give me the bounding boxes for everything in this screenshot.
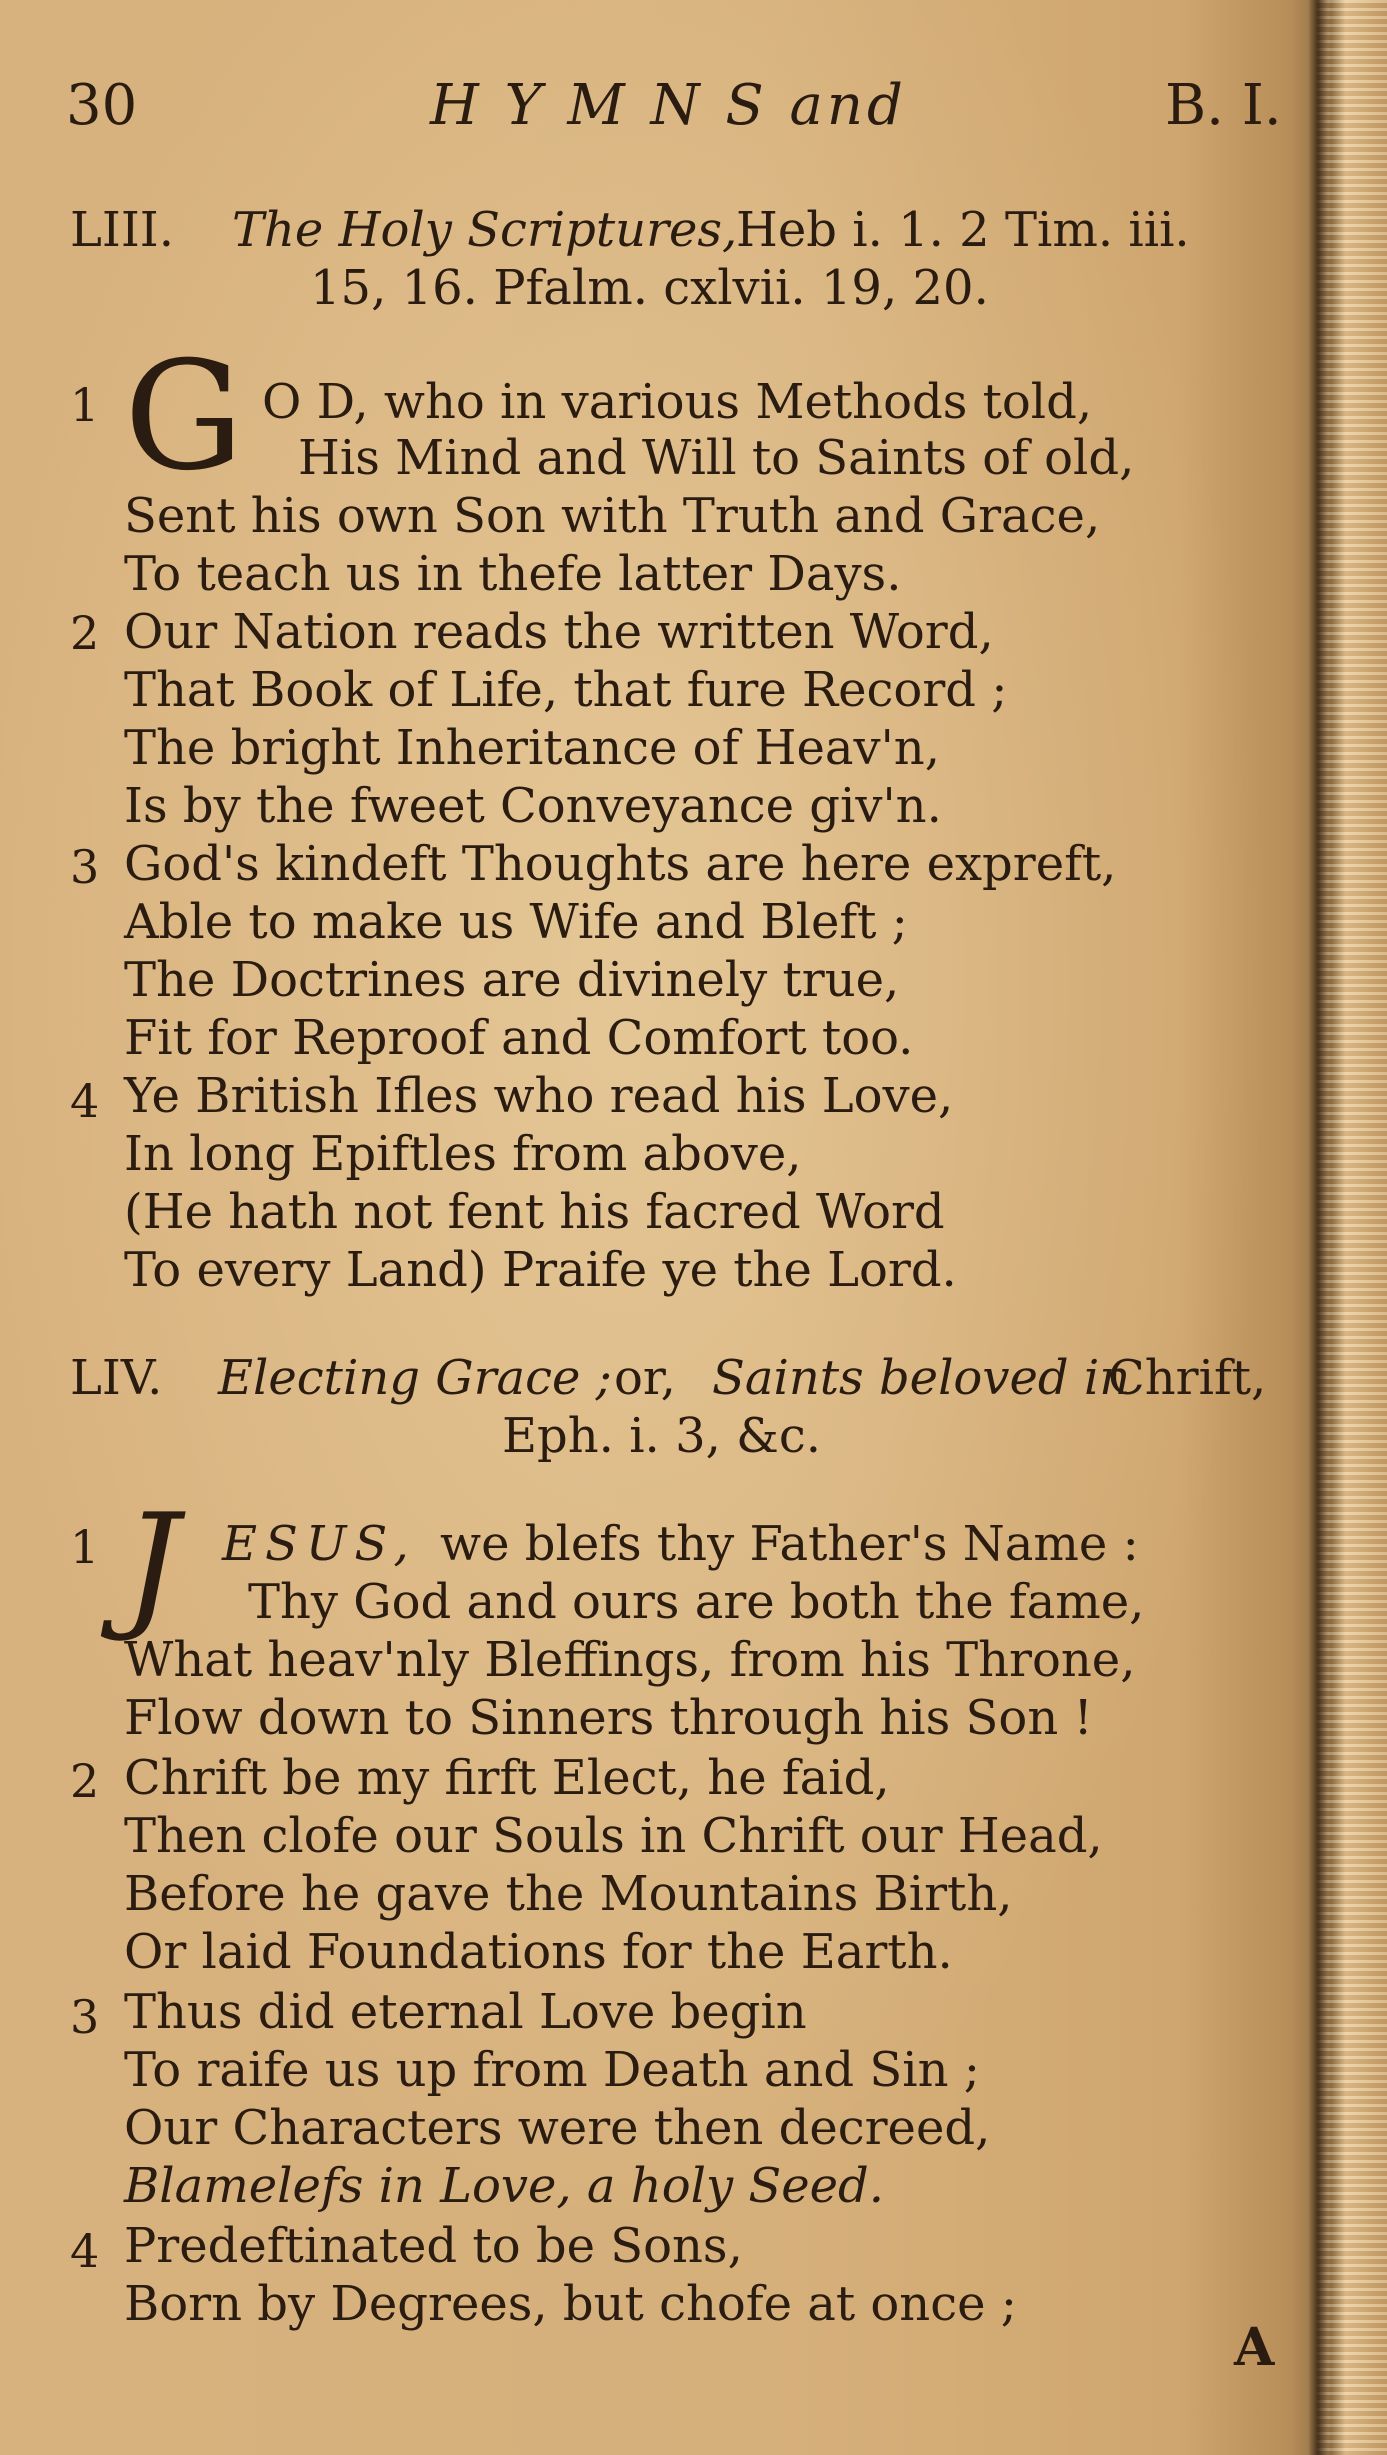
verse-line: Flow down to Sinners through his Son ! — [124, 1690, 1093, 1746]
verse-line: Born by Degrees, but chofe at once ; — [124, 2276, 1017, 2332]
verse-line: Sent his own Son with Truth and Grace, — [124, 488, 1101, 544]
stanza-number: 3 — [70, 840, 100, 894]
verse-line: What heav'nly Bleffings, from his Throne, — [124, 1632, 1136, 1688]
verse-line: O D, who in various Methods told, — [262, 374, 1093, 430]
verse-line: Our Characters were then decreed, — [124, 2100, 991, 2156]
first-word: ESUS, — [222, 1516, 417, 1572]
verse-line: Then clofe our Souls in Chrift our Head, — [124, 1808, 1103, 1864]
verse-line: Predeftinated to be Sons, — [124, 2218, 743, 2274]
verse-line: Blamelefs in Love, a holy Seed. — [124, 2158, 885, 2214]
verse-line: The bright Inheritance of Heav'n, — [124, 720, 940, 776]
verse-line: To teach us in thefe latter Days. — [124, 546, 902, 602]
verse-line: Our Nation reads the written Word, — [124, 604, 994, 660]
verse-line: (He hath not fent his facred Word — [124, 1184, 945, 1240]
stanza-number: 4 — [70, 2224, 100, 2278]
book-indicator: B. I. — [1165, 73, 1282, 138]
drop-cap: G — [124, 330, 244, 504]
stanza-number: 3 — [70, 1990, 100, 2044]
stanza-number: 1 — [70, 378, 100, 432]
verse-line: To every Land) Praife ye the Lord. — [124, 1242, 957, 1298]
hymn-references: Eph. i. 3, &c. — [502, 1408, 821, 1464]
verse-line: That Book of Life, that fure Record ; — [124, 662, 1008, 718]
stanza-number: 2 — [70, 1754, 100, 1808]
verse-line: The Doctrines are divinely true, — [124, 952, 900, 1008]
verse-line: Chrift be my firft Elect, he faid, — [124, 1750, 890, 1806]
verse-line: His Mind and Will to Saints of old, — [298, 430, 1135, 486]
hymn-subtitle-end: Chrift, — [1108, 1350, 1267, 1406]
verse-line: we blefs thy Father's Name : — [440, 1516, 1139, 1572]
verse-line: Able to make us Wife and Bleft ; — [124, 894, 908, 950]
hymn-number: LIV. — [70, 1350, 163, 1406]
verse-line: In long Epiftles from above, — [124, 1126, 802, 1182]
page-number: 30 — [66, 73, 138, 138]
verse-line: God's kindeft Thoughts are here expreft, — [124, 836, 1117, 892]
stanza-number: 2 — [70, 606, 100, 660]
hymn-title: The Holy Scriptures, — [232, 202, 738, 258]
drop-cap: J — [124, 1484, 180, 1645]
hymn-references-cont: 15, 16. Pfalm. cxlvii. 19, 20. — [310, 260, 989, 316]
catchword: A — [1234, 2317, 1275, 2378]
running-title: H Y M N S and — [430, 73, 907, 138]
hymn-title-or: or, — [614, 1350, 676, 1406]
stanza-number: 4 — [70, 1074, 100, 1128]
verse-line: Thy God and ours are both the fame, — [248, 1574, 1145, 1630]
verse-line: Thus did eternal Love begin — [124, 1984, 807, 2040]
hymn-number: LIII. — [70, 202, 175, 258]
verse-line: Or laid Foundations for the Earth. — [124, 1924, 953, 1980]
verse-line: Fit for Reproof and Comfort too. — [124, 1010, 914, 1066]
verse-line: Before he gave the Mountains Birth, — [124, 1866, 1013, 1922]
hymn-title: Electing Grace ; — [218, 1350, 612, 1406]
hymn-subtitle: Saints beloved in — [712, 1350, 1131, 1406]
page-fold-shadow — [1308, 0, 1328, 2455]
stanza-number: 1 — [70, 1520, 100, 1574]
verse-line: Ye British Ifles who read his Love, — [124, 1068, 954, 1124]
verse-line: Is by the fweet Conveyance giv'n. — [124, 778, 942, 834]
verse-line: To raife us up from Death and Sin ; — [124, 2042, 980, 2098]
hymn-references: Heb i. 1. 2 Tim. iii. — [736, 202, 1190, 258]
